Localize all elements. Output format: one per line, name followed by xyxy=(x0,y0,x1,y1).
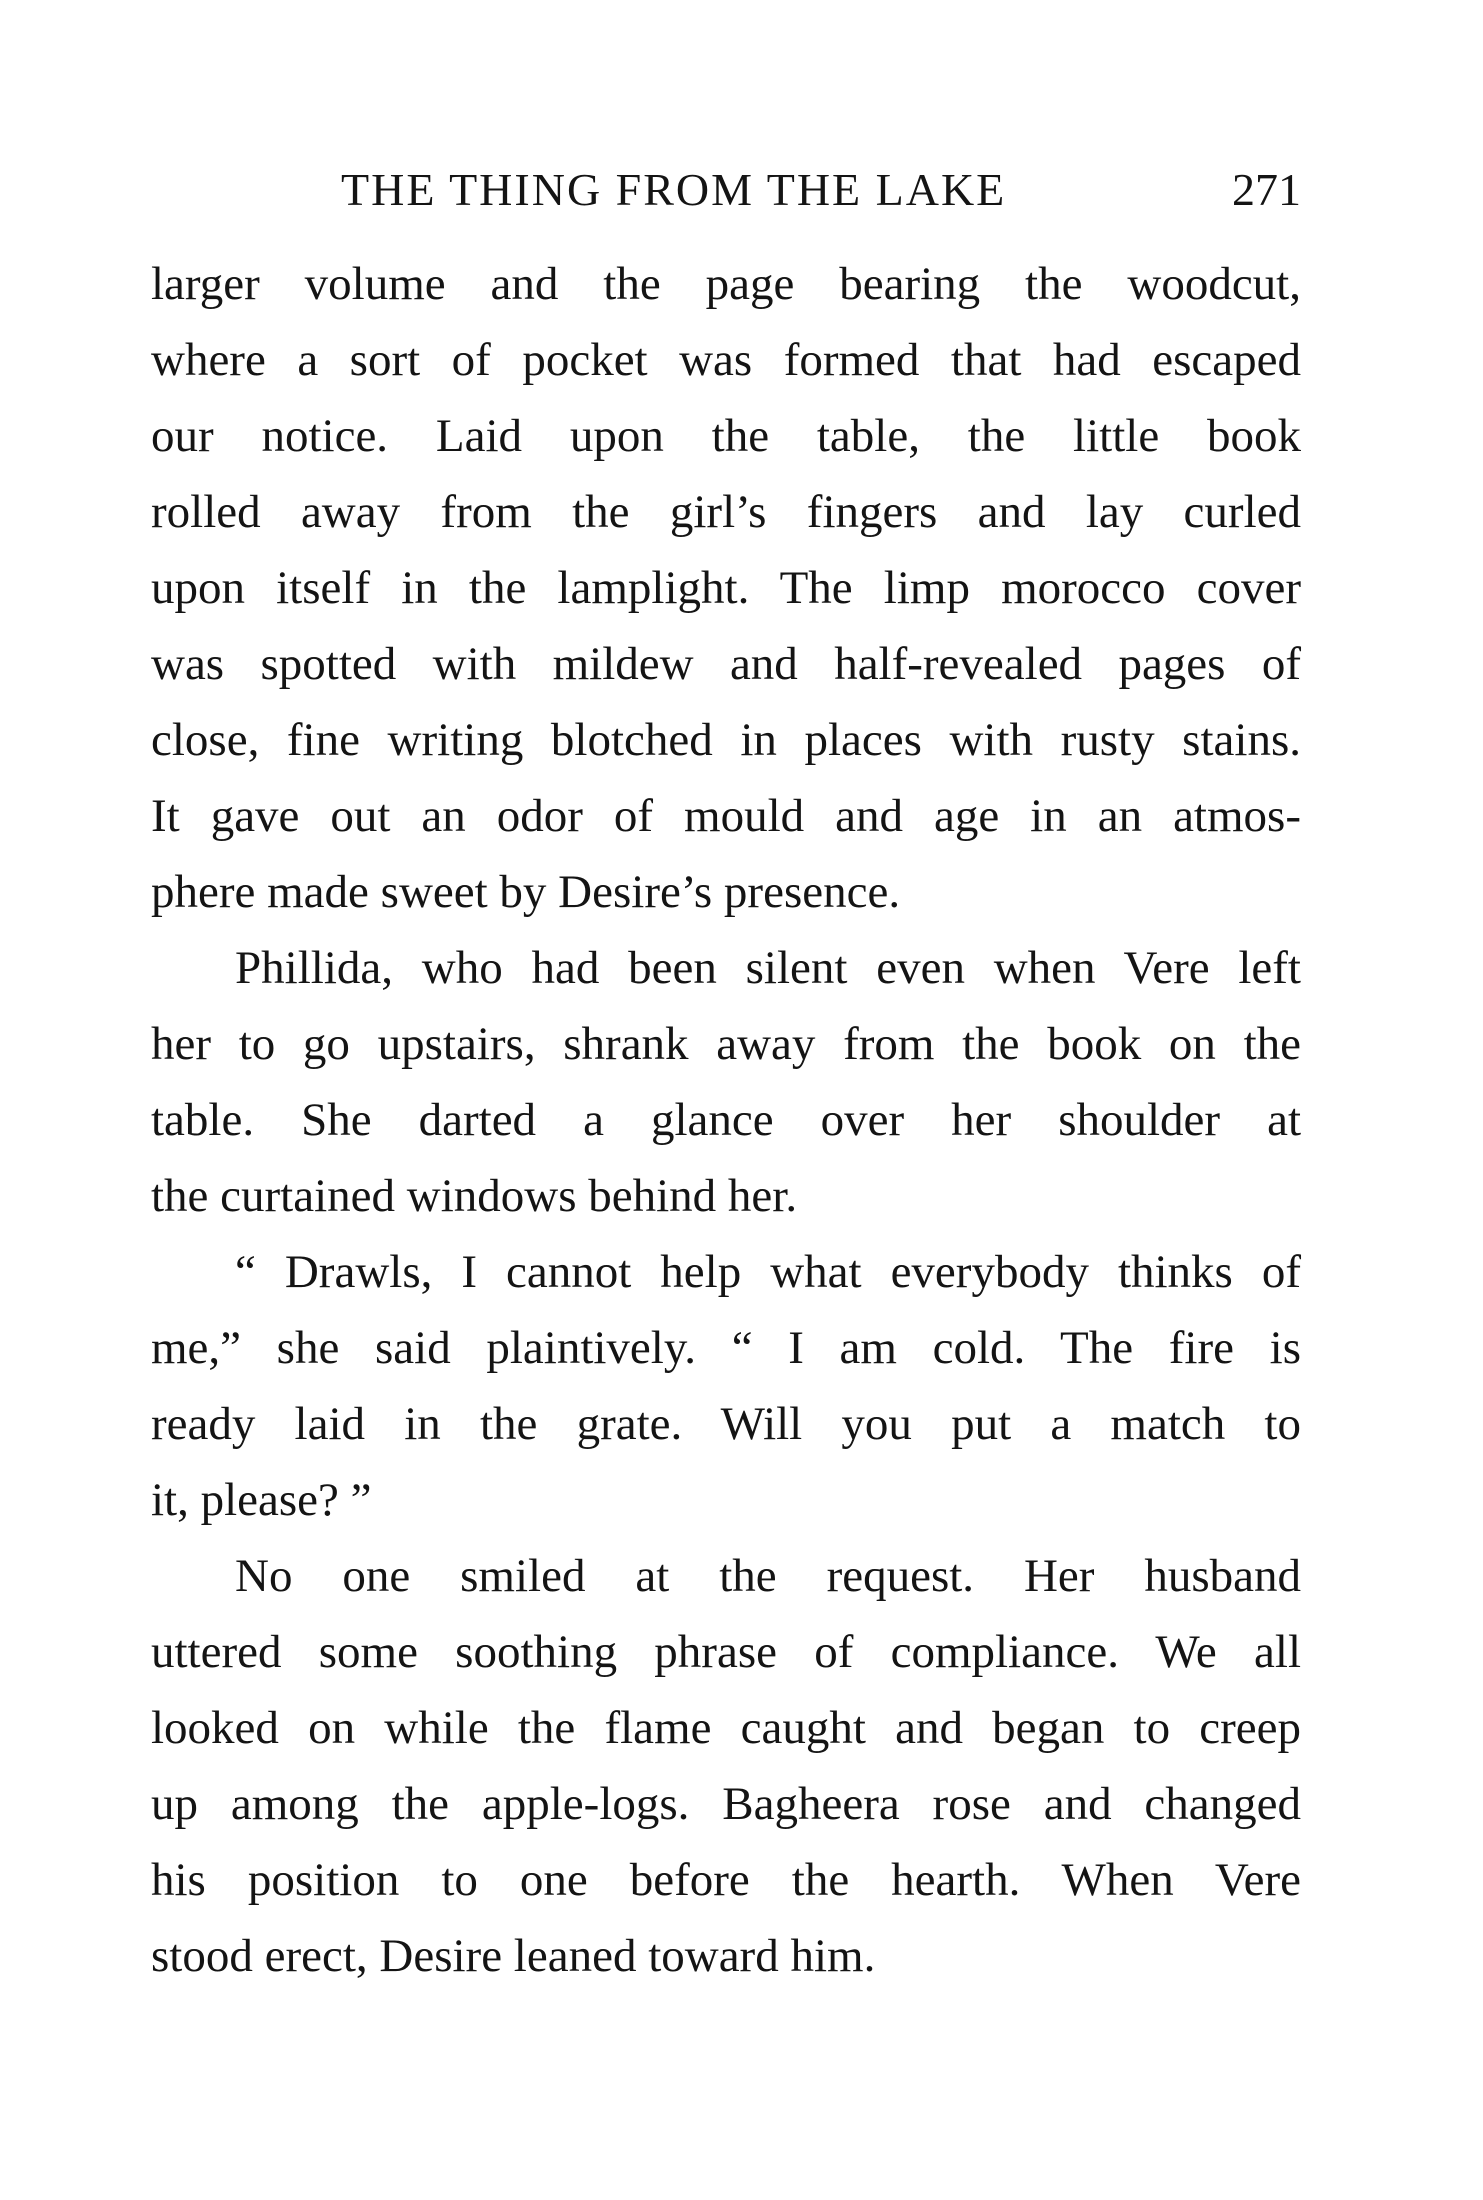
running-title: THE THING FROM THE LAKE xyxy=(341,164,1007,215)
text-line: No one smiled at the request. Her husband xyxy=(235,1550,1301,1602)
text-line: up among the apple-logs. Bagheera rose and changed xyxy=(151,1778,1301,1830)
text-line: me,” she said plaintively. “ I am cold. The fire is xyxy=(151,1322,1301,1374)
text-line: looked on while the flame caught and began to creep xyxy=(151,1702,1301,1754)
page-number: 271 xyxy=(1232,164,1301,215)
text-line: stood erect, Desire leaned toward him. xyxy=(151,1930,876,1982)
text-line: where a sort of pocket was formed that had escaped xyxy=(151,334,1301,386)
text-line: It gave out an odor of mould and age in an atmos- xyxy=(151,790,1301,842)
text-line: Phillida, who had been silent even when Vere left xyxy=(235,942,1301,994)
text-line: upon itself in the lamplight. The limp morocco cover xyxy=(151,562,1301,614)
text-line: our notice. Laid upon the table, the little book xyxy=(151,410,1301,462)
body-text xyxy=(151,246,1301,1994)
text-line: rolled away from the girl’s fingers and lay curled xyxy=(151,486,1301,538)
text-line: it, please? ” xyxy=(151,1474,372,1526)
text-line: his position to one before the hearth. When Vere xyxy=(151,1854,1301,1906)
text-line: “ Drawls, I cannot help what everybody thinks of xyxy=(235,1246,1301,1298)
text-line: the curtained windows behind her. xyxy=(151,1170,798,1222)
running-header xyxy=(151,150,1301,230)
text-line: phere made sweet by Desire’s presence. xyxy=(151,866,901,918)
text-line: uttered some soothing phrase of compliance. We all xyxy=(151,1626,1301,1678)
text-line: her to go upstairs, shrank away from the book on the xyxy=(151,1018,1301,1070)
text-line: larger volume and the page bearing the woodcut, xyxy=(151,258,1301,310)
text-line: table. She darted a glance over her shoulder at xyxy=(151,1094,1301,1146)
text-line: ready laid in the grate. Will you put a match to xyxy=(151,1398,1301,1450)
text-line: was spotted with mildew and half-revealed pages of xyxy=(151,638,1301,690)
text-line: close, fine writing blotched in places with rusty stains. xyxy=(151,714,1301,766)
